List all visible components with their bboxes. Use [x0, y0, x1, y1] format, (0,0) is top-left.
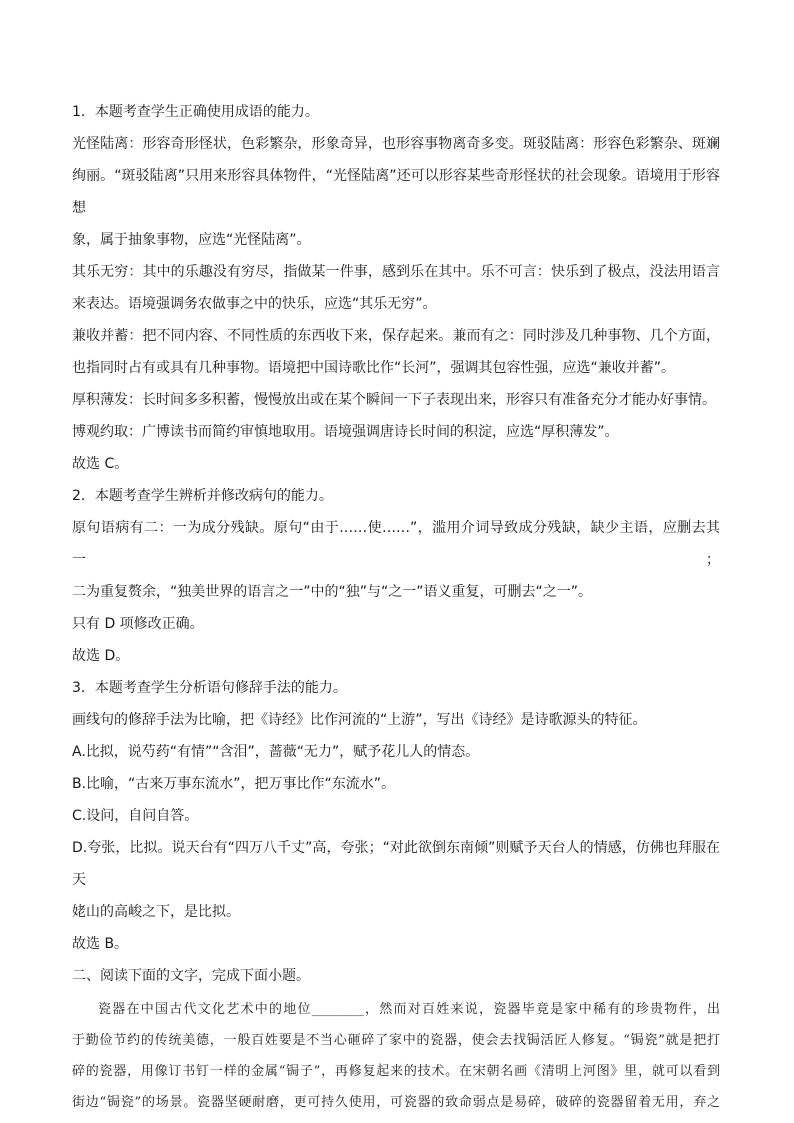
- passage-line: 于勤俭节约的传统美德，一般百姓要是不当心砸碎了家中的瓷器，使会去找锔活匠人修复。“锔瓷”就是把打: [72, 1033, 720, 1048]
- document-page: [72, 96, 720, 1118]
- q3-option-a: A.比拟，说芍药“有情”“含泪”，蔷薇“无力”，赋予花儿人的情态。: [72, 744, 480, 760]
- q1-line: 厚积薄发：长时间多多积蓄，慢慢放出或在某个瞬间一下子表现出来，形容只有准备充分才能办好事情。: [72, 392, 716, 408]
- passage-line: 瓷器在中国古代文化艺术中的地位________，然而对百姓来说，瓷器毕竟是家中稀有的珍贵物件，出: [98, 1002, 720, 1017]
- q1-line: 来表达。语境强调务农做事之中的快乐，应选“其乐无穷”。: [72, 296, 437, 312]
- q3-option-d: D.夸张，比拟。说天台有“四万八千丈”高，夸张；“对此欲倒东南倾”则赋予天台人的情感，仿佛也拜服在天: [72, 840, 720, 888]
- section2-heading: 二、阅读下面的文字，完成下面小题。: [72, 968, 310, 984]
- q1-line: 也指同时占有或具有几种事物。语境把中国诗歌比作“长河”，强调其包容性强，应选“兼收并蓄”。: [72, 360, 676, 376]
- q2-answer: 故选 D。: [72, 648, 130, 664]
- q1-heading: 1．本题考查学生正确使用成语的能力。: [72, 104, 319, 120]
- passage-line: 碎的瓷器，用像订书钉一样的金属“锔子”，再修复起来的技术。在宋朝名画《清明上河图》里，就可以看到: [72, 1064, 720, 1079]
- q1-line: 光怪陆离：形容奇形怪状，色彩繁杂，形象奇异，也形容事物离奇多变。斑驳陆离：形容色彩繁杂、斑斓: [72, 136, 720, 152]
- q2-line: 原句语病有二：一为成分残缺。原句“由于……使……”，滥用介词导致成分残缺，缺少主语，应删去其一；: [72, 520, 720, 568]
- q1-answer: 故选 C。: [72, 456, 129, 472]
- q2-heading: 2．本题考查学生辨析并修改病句的能力。: [72, 488, 333, 504]
- q3-answer: 故选 B。: [72, 936, 129, 952]
- q1-line: 绚丽。“斑驳陆离”只用来形容具体物件，“光怪陆离”还可以形容某些奇形怪状的社会现象。语境用于形容想: [72, 168, 720, 216]
- q3-option-c: C.设问，自问自答。: [72, 808, 199, 824]
- q3-option-d-cont: 姥山的高峻之下，是比拟。: [72, 904, 240, 920]
- q2-line: 只有 D 项修改正确。: [72, 616, 204, 632]
- q1-line: 象，属于抽象事物，应选“光怪陆离”。: [72, 232, 311, 248]
- q2-line: 二为重复赘余，“独美世界的语言之一”中的“独”与“之一”语义重复，可删去“之一”。: [72, 584, 593, 600]
- q1-line: 其乐无穷：其中的乐趣没有穷尽，指做某一件事，感到乐在其中。乐不可言：快乐到了极点，没法用语言: [72, 264, 720, 280]
- q1-line: 兼收并蓄：把不同内容、不同性质的东西收下来，保存起来。兼而有之：同时涉及几种事物、几个方面，: [72, 328, 720, 344]
- q3-heading: 3．本题考查学生分析语句修辞手法的能力。: [72, 680, 347, 696]
- reading-passage: [72, 994, 720, 1118]
- q3-line: 画线句的修辞手法为比喻，把《诗经》比作河流的“上游”，写出《诗经》是诗歌源头的特征。: [72, 712, 647, 728]
- passage-line: 街边“锔瓷”的场景。瓷器坚硬耐磨，更可持久使用，可瓷器的致命弱点是易碎，破碎的瓷器留着无用，弃之: [72, 1095, 720, 1110]
- q3-option-b: B.比喻，“古来万事东流水”，把万事比作“东流水”。: [72, 776, 396, 792]
- q1-line: 博观约取：广博读书而简约审慎地取用。语境强调唐诗长时间的积淀，应选“厚积薄发”。: [72, 424, 619, 440]
